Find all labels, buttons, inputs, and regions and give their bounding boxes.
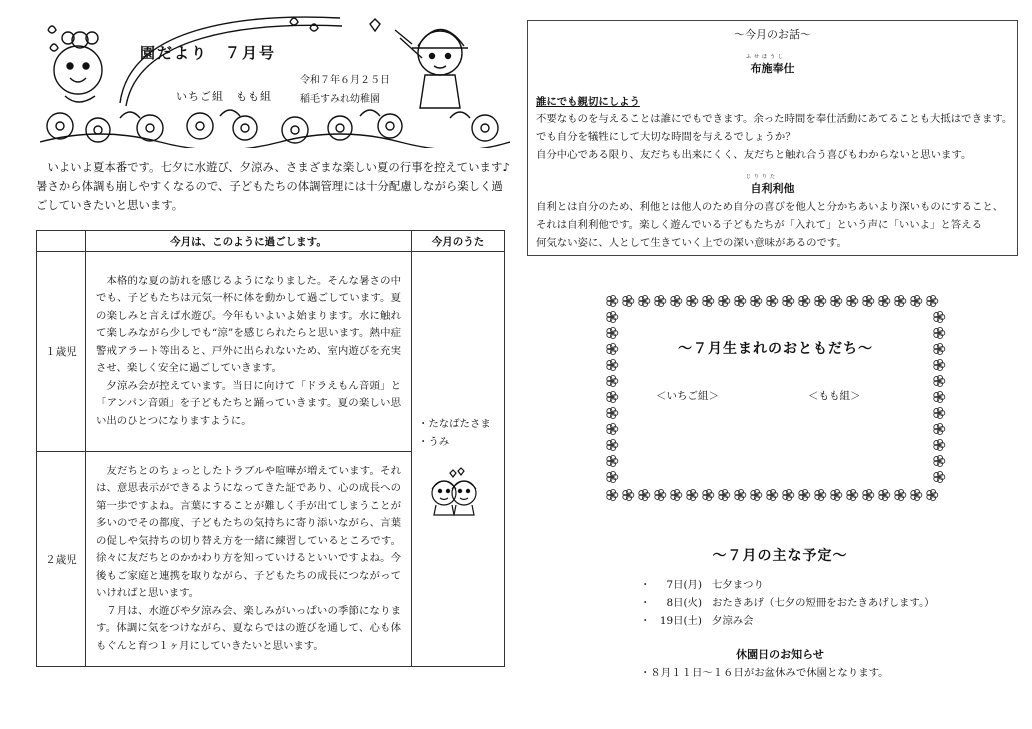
ruby-text: じりりた xyxy=(746,174,779,180)
list-item xyxy=(640,612,754,627)
activity-paragraph: 友だちとのちょっとしたトラブルや喧嘩が増えています。それは、意思表示ができるようになってきた証であり、心の成長への第一歩ですよね。言葉にすることが難しく手が出てしまうことが多いのでその都度、子どもたちの気持ちに寄り添いながら、言葉の促しや気持ちの切り替え方を一緒に練習しているところです。徐々に友だちとのかかわり方を知っていけるといいですよね。今後もご家庭と連携を取りながら、子どもたちの成長につながっていければと思います。 xyxy=(96,464,401,600)
birthday-class-ichigo: ＜いちご組＞ xyxy=(656,390,719,402)
schedule-event: 夕涼み会 xyxy=(712,615,754,627)
talk-line: 自分中心である限り、友だちも出来にくく、友だちと触れ合う喜びもわからないと思います。 xyxy=(536,149,972,161)
schedule-date: 7日(月) xyxy=(666,579,702,591)
table-header-row xyxy=(37,231,505,252)
monthly-plan-table xyxy=(36,230,505,667)
talk-line: 不要なものを与えることは誰にでもできます。余った時間を奉仕活動にあてることも大抵はできます。 xyxy=(536,113,1013,125)
class-names: いちご組 もも組 xyxy=(176,90,272,103)
school-name: 稲毛すみれ幼稚園 xyxy=(300,94,380,105)
activity-text xyxy=(86,252,412,452)
ruby-text: ふせほうし xyxy=(746,54,787,60)
song-item: ・うみ xyxy=(418,436,450,448)
list-item xyxy=(640,594,935,609)
bullet: ・ xyxy=(640,579,651,591)
table-row xyxy=(37,252,505,452)
schedule-event: 七夕まつり xyxy=(712,579,764,591)
birthday-title: ～７月生まれのおともだち～ xyxy=(678,341,873,357)
talk-line: 何気ない姿に、人として生きていく上での深い意味があるのです。 xyxy=(536,237,847,249)
issue-date: 令和７年６月２５日 xyxy=(300,75,390,86)
intro-paragraph: いよいよ夏本番です。七夕に水遊び、夕涼み、さまざまな楽しい夏の行事を控えています♪暑さから体調も崩しやすくなるので、子どもたちの体調管理には十分配慮しながら楽しく過ごしていきたいと思います。 xyxy=(36,160,510,212)
talk-subheading: 布施奉仕 xyxy=(750,62,795,75)
table-header-activities: 今月は、このように過ごします。 xyxy=(86,231,412,252)
activity-paragraph: ７月は、水遊びや夕涼み会、楽しみがいっぱいの季節になります。体調に気をつけながら、夏ならではの遊びを通して、心も体もぐんと育つ１ヶ月にしていきたいと思います。 xyxy=(96,604,401,652)
talk-subheading: 自利利他 xyxy=(750,182,795,195)
holiday-title: 休園日のお知らせ xyxy=(736,648,824,661)
birthday-class-momo: ＜もも組＞ xyxy=(808,390,861,402)
activity-paragraph: 本格的な夏の訪れを感じるようになりました。そんな暑さの中でも、子どもたちは元気一杯に体を動かして過ごしています。夏の楽しみと言えば水遊び。今年もいよいよ始まります。水に触れて楽しみながら少しでも“涼”を感じられたらと思います。熱中症警戒アラート等出ると、戸外に出られないため、室内遊びを充実させ、楽しく安全に過ごしていきます。 xyxy=(96,274,401,375)
schedule-date: 19日(土) xyxy=(659,615,702,627)
table-header-age xyxy=(37,231,86,252)
header-illustration xyxy=(40,8,510,148)
children-illustration xyxy=(424,467,484,517)
schedule-event: おたきあげ（七夕の短冊をおたきあげします。） xyxy=(712,597,935,609)
bullet: ・ xyxy=(640,597,651,609)
age-label: ２歳児 xyxy=(37,452,86,667)
age-label: １歳児 xyxy=(37,252,86,452)
talk-line: それは自利利他です。楽しく遊んでいる子どもたちが「入れて」という声に「いいよ」と答える xyxy=(536,219,982,231)
activity-paragraph: 夕涼み会が控えています。当日に向けて「ドラえもん音頭」と「アンパン音頭」を子どもたちと踊っていきます。夏の楽しい思い出のひとつになりますように。 xyxy=(96,379,401,427)
list-item xyxy=(640,576,764,591)
talk-underline-heading: 誰にでも親切にしよう xyxy=(536,96,640,108)
song-item: ・たなばたさま xyxy=(418,418,491,430)
schedule-date: 8日(火) xyxy=(666,597,702,609)
activity-text xyxy=(86,452,412,667)
monthly-talk-box xyxy=(527,20,1018,256)
bullet: ・ xyxy=(640,615,651,627)
holiday-notice: ・８月１１日～１６日がお盆休みで休園となります。 xyxy=(640,667,889,679)
newsletter-title: 園だより ７月号 xyxy=(140,44,277,62)
table-header-song: 今月のうた xyxy=(412,231,505,252)
song-cell xyxy=(412,252,505,667)
talk-line: 自利とは自分のため、利他とは他人のため自分の喜びを他人と分かちあいより深いものにすること、 xyxy=(536,201,1004,213)
talk-heading: ～今月のお話～ xyxy=(734,28,811,41)
schedule-title: ～７月の主な予定～ xyxy=(712,548,848,564)
talk-line: でも自分を犠牲にして大切な時間を与えるでしょうか？ xyxy=(536,131,796,143)
